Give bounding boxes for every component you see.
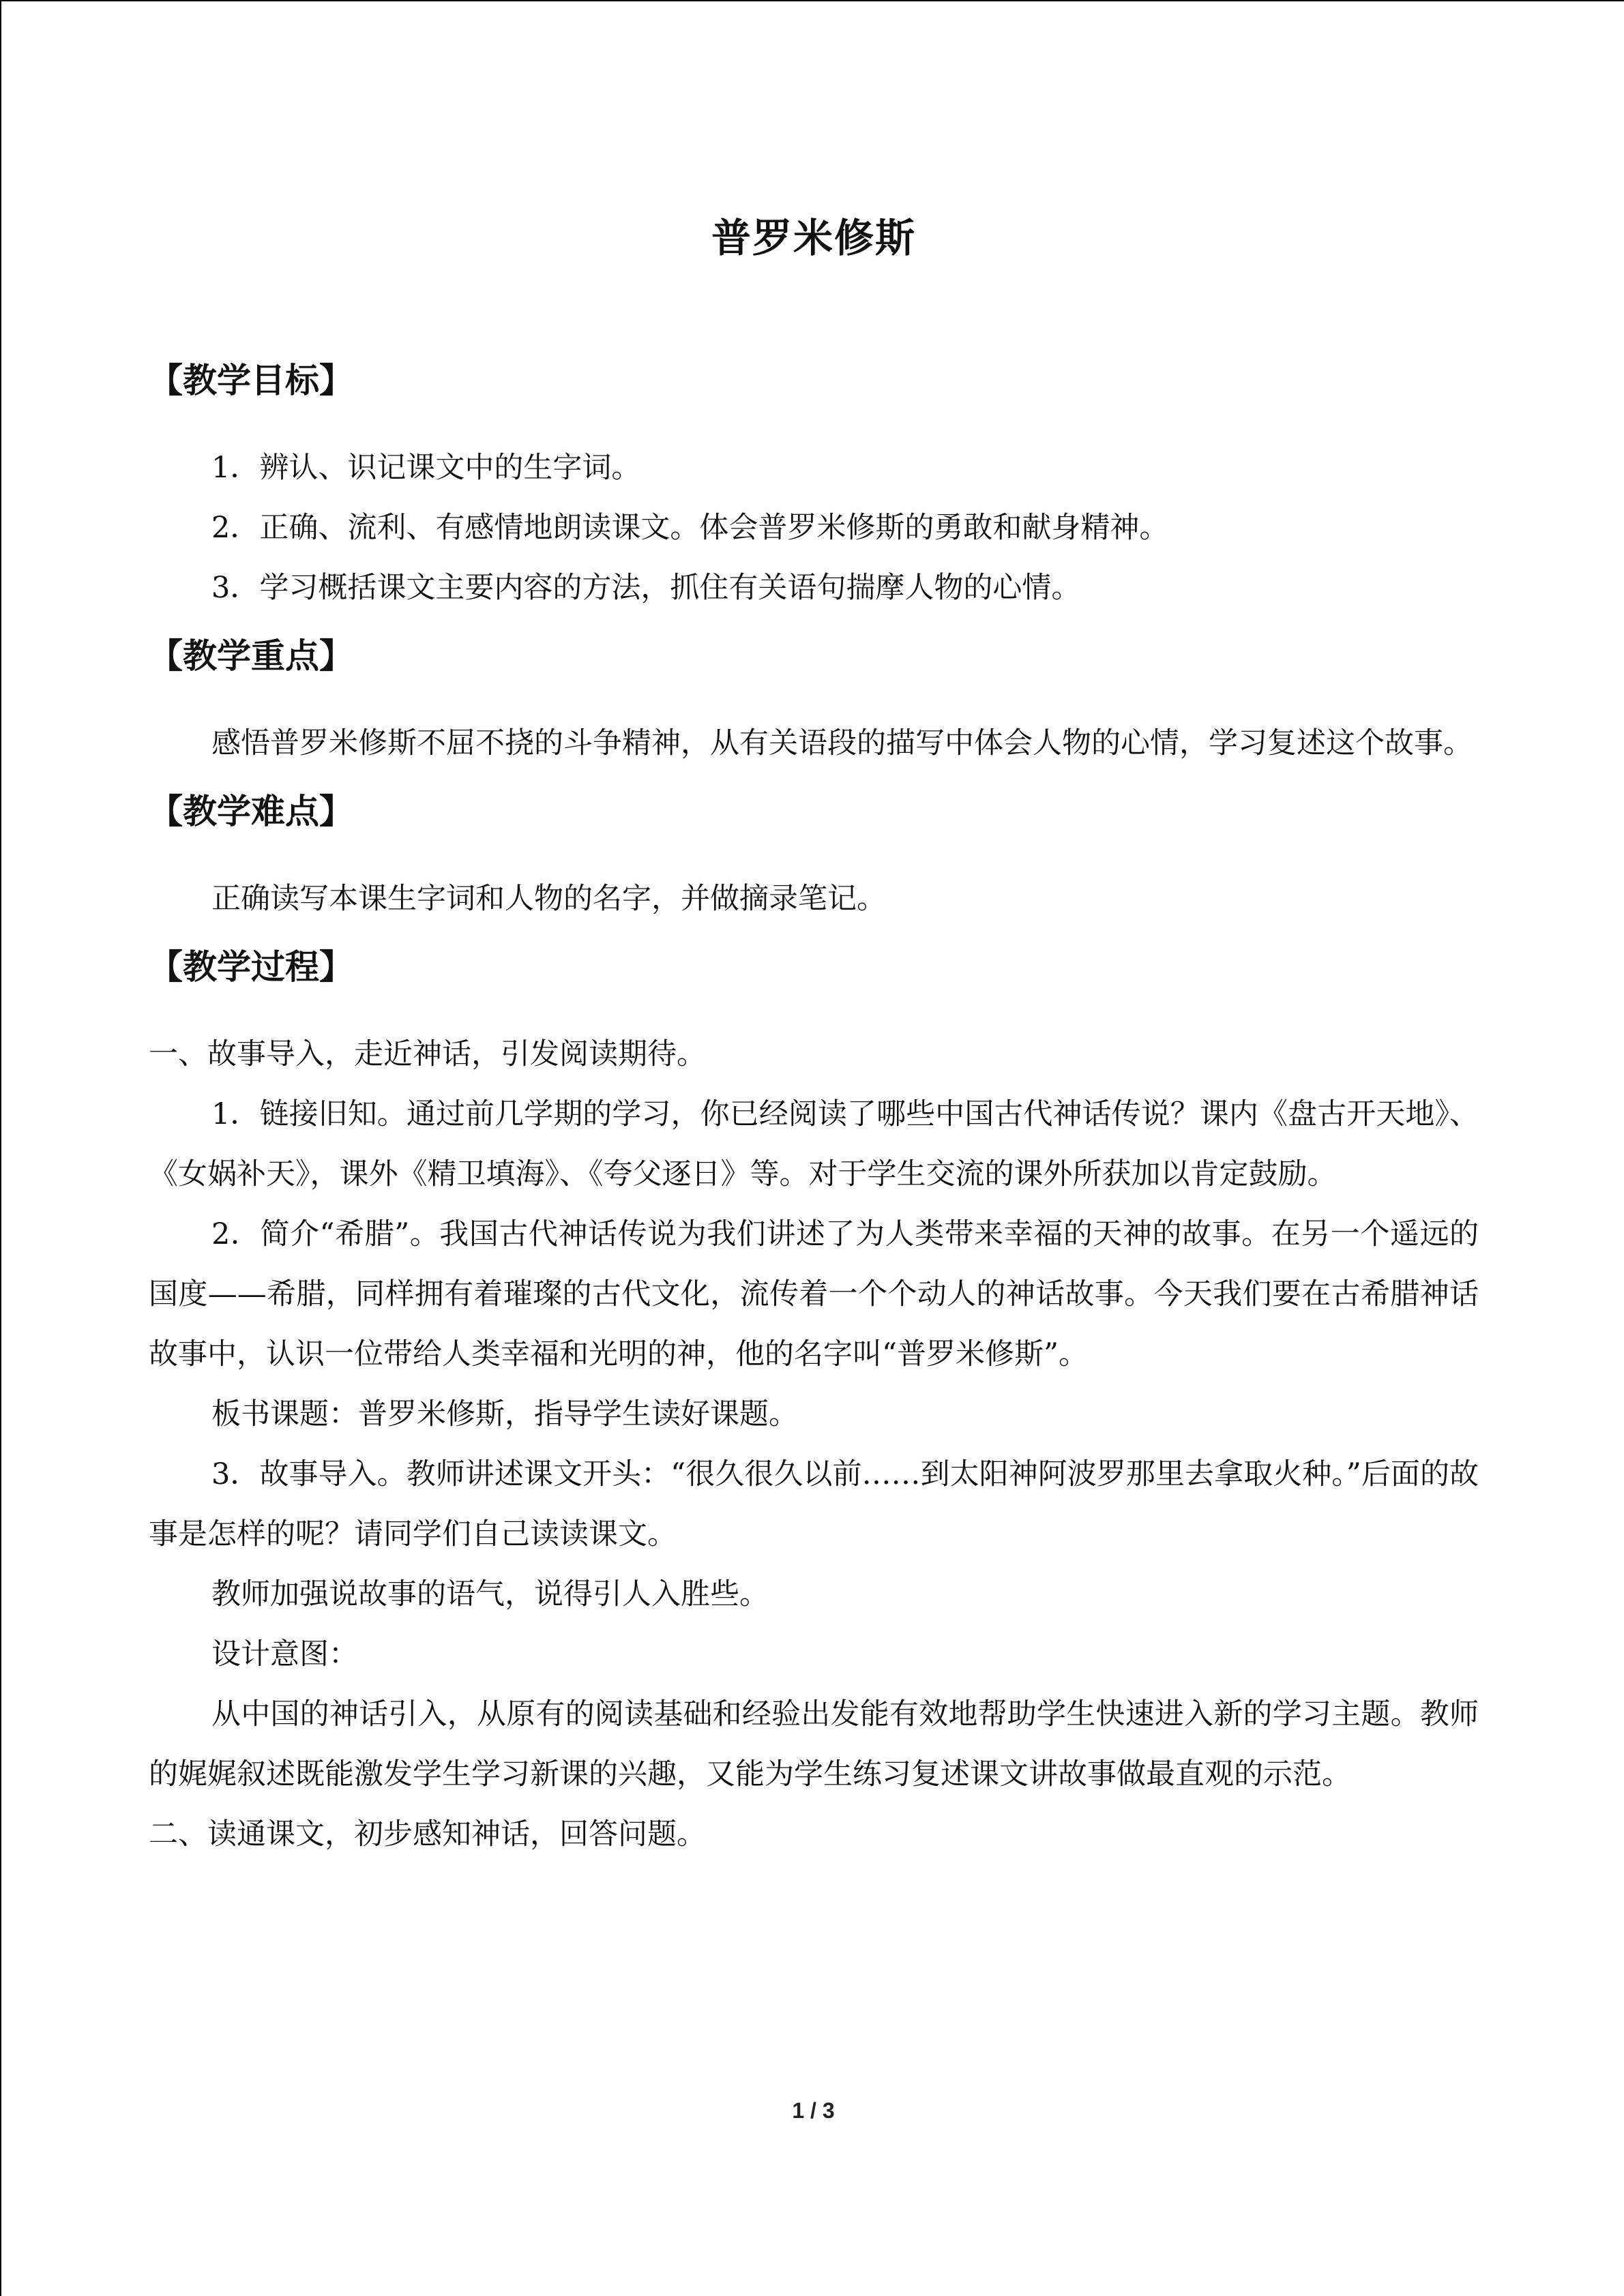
goal-item-3: 3．学习概括课文主要内容的方法，抓住有关语句揣摩人物的心情。 [211,571,1081,605]
page-title: 普罗米修斯 [711,215,916,261]
design-intent-text: 从中国的神话引入，从原有的阅读基础和经验出发能有效地帮助学生快速进入新的学习主题。教师的娓娓叙述既能激发学生学习新课的兴趣，又能为学生练习复述课文讲故事做最直观的示范。 [149,1697,1479,1791]
keypoints-text: 感悟普罗米修斯不屈不挠的斗争精神，从有关语段的描写中体会人物的心情，学习复述这个故事。 [211,726,1473,760]
page-number: 1 / 3 [792,2098,835,2123]
process-step2: 2．简介“希腊”。我国古代神话传说为我们讲述了为人类带来幸福的天神的故事。在另一个遥远的国度——希腊，同样拥有着璀璨的古代文化，流传着一个个动人的神话故事。今天我们要在古希腊神话故事中，认识一位带给人类幸福和光明的神，他的名字叫“普罗米修斯”。 [149,1217,1479,1371]
section-heading-difficulties: 【教学难点】 [149,791,353,831]
section-heading-keypoints: 【教学重点】 [149,636,353,676]
difficulties-text: 正确读写本课生字词和人物的名字，并做摘录笔记。 [211,882,886,916]
process-part2-title: 二、读通课文，初步感知神话，回答问题。 [149,1817,706,1851]
process-part1-title: 一、故事导入，走近神话，引发阅读期待。 [149,1037,706,1071]
section-heading-goals: 【教学目标】 [149,360,353,400]
process-step3: 3．故事导入。教师讲述课文开头：“很久很久以前……到太阳神阿波罗那里去拿取火种。”后面的故事是怎样的呢？请同学们自己读读课文。 [149,1457,1479,1551]
section-heading-process: 【教学过程】 [149,946,353,987]
process-step1: 1．链接旧知。通过前几学期的学习，你已经阅读了哪些中国古代神话传说？课内《盘古开天地》、《女娲补天》，课外《精卫填海》、《夸父逐日》等。对于学生交流的课外所获加以肯定鼓励。 [149,1097,1479,1191]
goal-item-1: 1．辨认、识记课文中的生字词。 [211,451,641,485]
goal-item-2: 2．正确、流利、有感情地朗读课文。体会普罗米修斯的勇敢和献身精神。 [211,511,1169,545]
process-teacher-note: 教师加强说故事的语气，说得引人入胜些。 [211,1577,769,1611]
document-body [149,206,1479,1864]
design-intent-label: 设计意图： [211,1637,358,1671]
process-blackboard: 板书课题：普罗米修斯，指导学生读好课题。 [211,1397,798,1431]
